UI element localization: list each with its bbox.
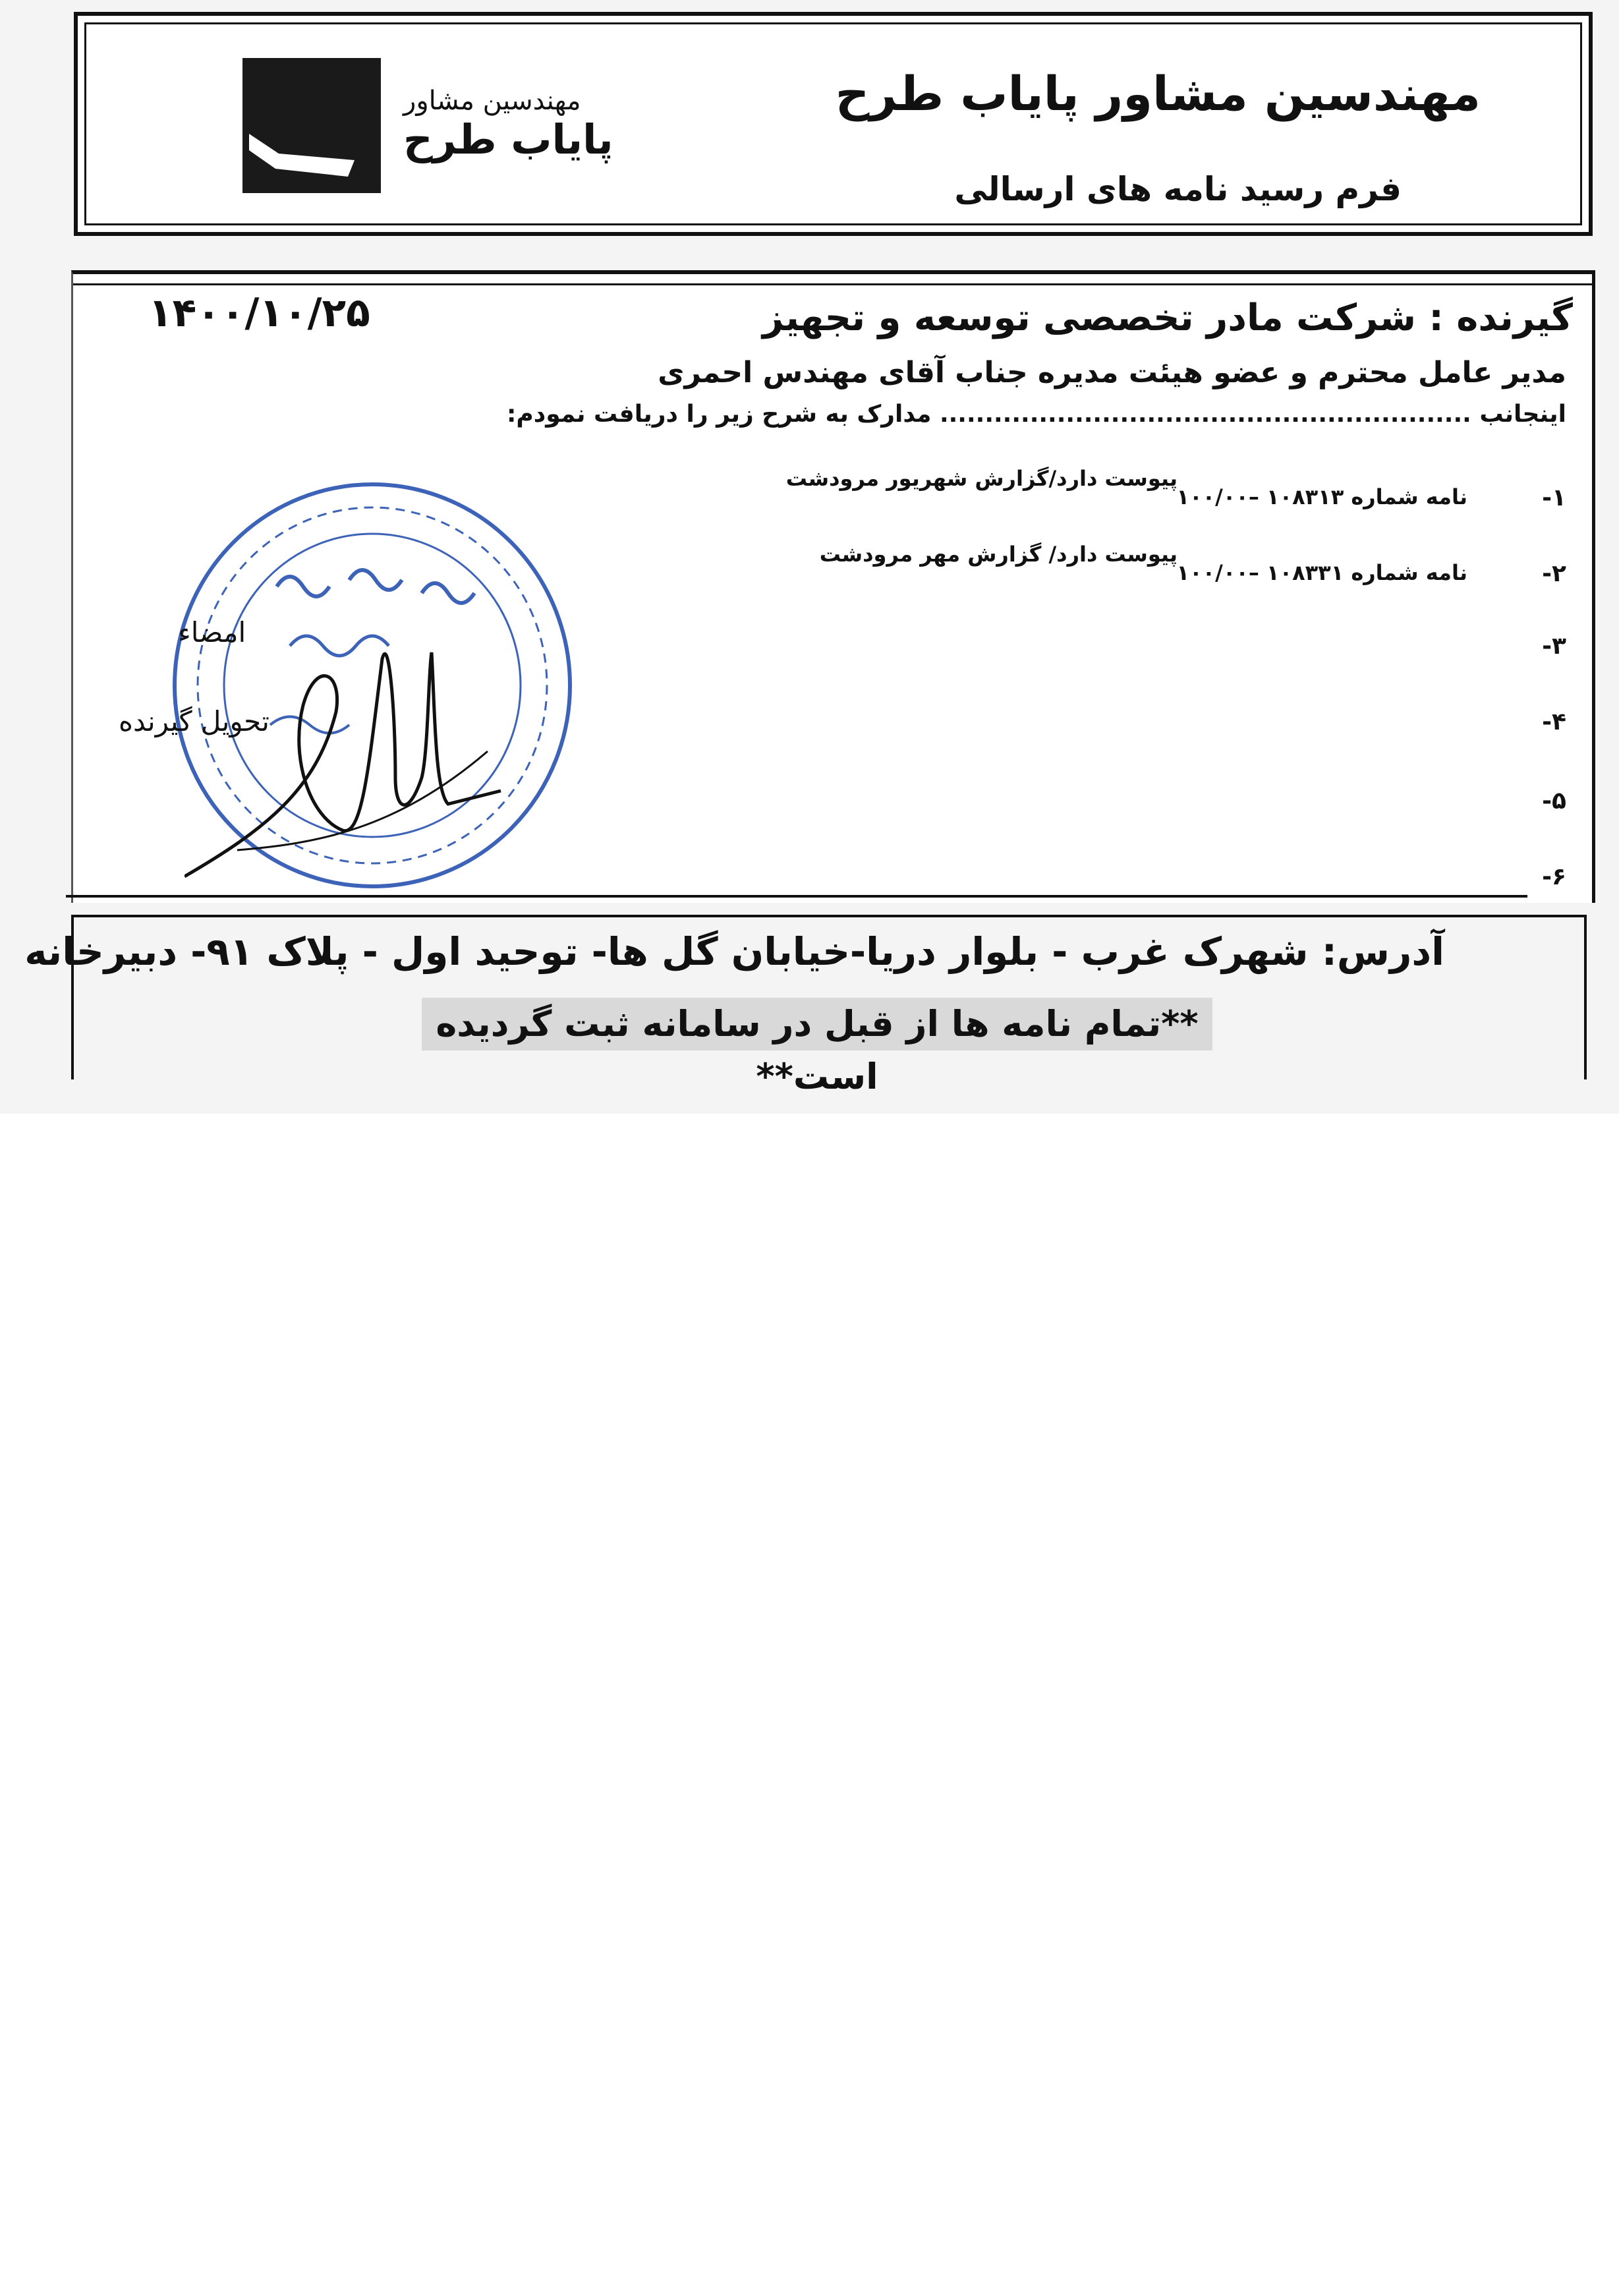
item-number: ۱- xyxy=(1542,484,1566,511)
company-logo-icon xyxy=(242,58,381,193)
item-description: پیوست دارد/ گزارش مهر مرودشت xyxy=(819,542,1178,567)
body-inner-border xyxy=(73,283,1592,285)
item-number: ۳- xyxy=(1542,633,1566,660)
document-date: ۱۴۰۰/۱۰/۲۵ xyxy=(148,290,370,336)
divider xyxy=(66,895,1527,898)
receipt-statement: اینجانب ........................................................... مدارک به شرح زیر را دریافت نمودم: xyxy=(507,401,1566,428)
item-letter: نامه شماره ۱۰۸۳۳۱ –۱۰۰/۰۰ xyxy=(1176,560,1467,585)
item-number: ۶- xyxy=(1542,863,1566,890)
list-item xyxy=(743,788,1566,827)
receiver-label: تحویل گیرنده xyxy=(119,705,270,737)
item-number: ۵- xyxy=(1542,788,1566,815)
item-number: ۴- xyxy=(1542,708,1566,735)
signature-label: امضاء xyxy=(178,616,246,648)
list-item xyxy=(743,466,1566,524)
address-line: آدرس: شهرک غرب - بلوار دریا-خیابان گل ها- توحید اول - پلاک ۹۱- دبیرخانه xyxy=(24,929,1444,974)
logo-subtitle: مهندسین مشاور xyxy=(403,86,581,116)
item-description: پیوست دارد/گزارش شهریور مرودشت xyxy=(785,466,1178,491)
item-letter: نامه شماره ۱۰۸۳۱۳ –۱۰۰/۰۰ xyxy=(1176,484,1467,509)
logo-title: پایاب طرح xyxy=(403,115,613,163)
list-item xyxy=(743,633,1566,672)
recipient-heading: گیرنده : شرکت مادر تخصصی توسعه و تجهیز xyxy=(762,297,1573,339)
registration-note: **تمام نامه ها از قبل در سامانه ثبت گردیده است** xyxy=(422,998,1212,1050)
form-title: فرم رسید نامه های ارسالی xyxy=(954,170,1402,208)
list-item xyxy=(743,708,1566,748)
item-number: ۲- xyxy=(1542,560,1566,587)
list-item xyxy=(743,542,1566,600)
handwritten-signature xyxy=(185,633,514,896)
recipient-detail: مدیر عامل محترم و عضو هیئت مدیره جناب آقای مهندس احمری xyxy=(658,356,1566,389)
company-title: مهندسین مشاور پایاب طرح xyxy=(835,66,1481,121)
